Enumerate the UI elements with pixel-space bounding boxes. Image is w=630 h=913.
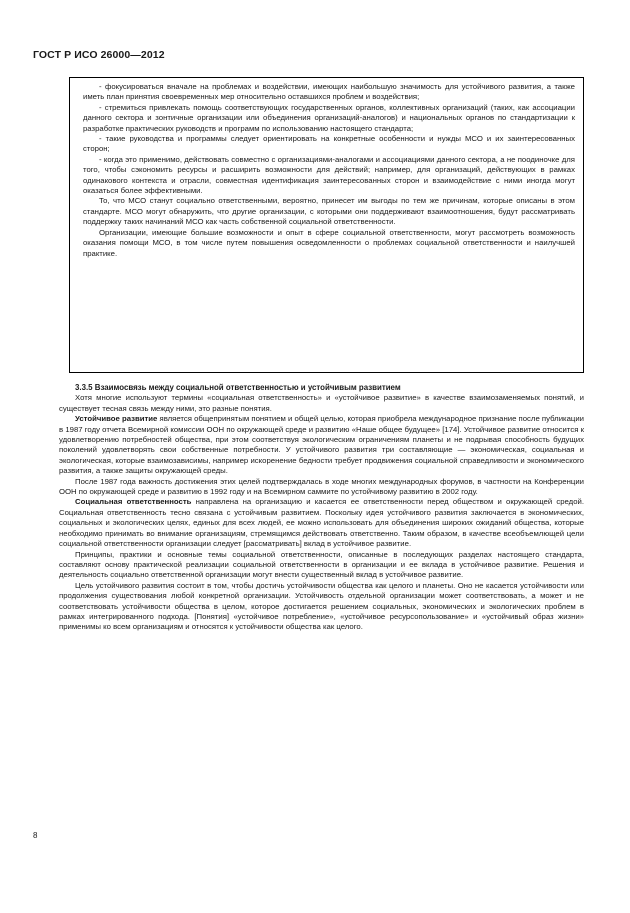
page-number: 8: [33, 831, 38, 840]
paragraph: [59, 414, 584, 476]
paragraph: После 1987 года важность достижения этих целей подтверждалась в ходе многих международных форумов, в частности на Конференции ООН по окружающей среде и развитию в 1992 году и на Всемирном саммите по устойчивому развитию в 2002 году.: [59, 476, 584, 497]
paragraph: [59, 497, 584, 549]
box-paragraph: - такие руководства и программы следует ориентировать на конкретные особенности и нужды МСО и их заинтересованных сторон;: [83, 134, 575, 154]
box-paragraph: Организации, имеющие большие возможности и опыт в сфере социальной ответственности, могут рассмотреть возможность оказания помощи МСО, в том числе путем повышения осведомленности о проблемах социальной ответственности и наилучшей практике.: [83, 227, 575, 258]
box-paragraph: - фокусироваться вначале на проблемах и воздействии, имеющих наибольшую значимость для устойчивого развития, а также иметь план принятия своевременных мер относительно оставшихся проблем и воздействия;: [83, 82, 575, 102]
paragraph: Цель устойчивого развития состоит в том, чтобы достичь устойчивости общества как целого и планеты. Оно не касается устойчивости или продолжения существования любой конкретной организации. Устойчивость отдельной организации может соответствовать, а может и не соответствовать устойчивости общества в целом, которое достигается решением социальных, экономических и экологических проблем в рамках интегрированного подхода. [Понятия] «устойчивое потребление», «устойчивое ресурсопользование» и «устойчивый образ жизни» применимы ко всем организациям и относятся к устойчивости общества как целого.: [59, 580, 584, 632]
section-body: [59, 383, 584, 633]
box-paragraph: - когда это применимо, действовать совместно с организациями-аналогами и ассоциациями данного сектора, а не поодиночке для того, чтобы сэкономить ресурсы и расширить возможности для действий; например, для организаций, действующих в рамках одинакового контекста и отрасли, совместная идентификация заинтересованных сторон и взаимодействие с ними иногда могут оказаться более эффективными.: [83, 154, 575, 196]
paragraph: Принципы, практики и основные темы социальной ответственности, описанные в последующих разделах настоящего стандарта, составляют основу практической реализации социальной ответственности в организации и ее вклада в устойчивое развитие. Решения и деятельность социально ответственной организации могут внести существенный вклад в устойчивое развитие.: [59, 549, 584, 580]
box-paragraph: То, что МСО станут социально ответственными, вероятно, принесет им выгоды по тем же причинам, которые описаны в этом стандарте. МСО могут обнаружить, что другие организации, с которыми они поддерживают взаимоотношения, будут рассматривать поддержку таких начинаний МСО как часть собственной социальной ответственности.: [83, 196, 575, 227]
term-sustainable-development: Устойчивое развитие: [75, 414, 158, 424]
paragraph-text: направлена на организацию и касается ее ответственности перед обществом и окружающей средой. Социальная ответственность тесно связана с устойчивым развитием. Поскольку идея устойчивого развития заключается в экономических, социальных и экологических целях, единых для всех людей, ее можно использовать для объединения широких ожиданий общества, которые необходимо принимать во внимание организациям, стремящимся действовать ответственно. Таким образом, в качестве всеобъемлющей цели социальной ответственности организации следует [рассматривать] вклад в устойчивое развитие.: [59, 497, 584, 549]
paragraph-text: является общепринятым понятием и общей целью, которая приобрела международное признание после публикации в 1987 году отчета Всемирной комиссии ООН по окружающей среде и развитию «Наше общее будущее» [174]. Устойчивое развитие относится к удовлетворению потребностей общества, при этом соответствуя экологическим ограничениям планеты и не подрывая способность будущих поколений удовлетворять свои собственные потребности. У устойчивого развития три составляющие — экономическая, социальная и экологическая, которые взаимозависимы, например искоренение бедности требует продвижения социальной справедливости и экономического развития, а также защиты окружающей среды.: [59, 414, 584, 476]
boxed-note: [69, 77, 584, 373]
document-header: ГОСТ Р ИСО 26000—2012: [33, 49, 165, 61]
paragraph: Хотя многие используют термины «социальная ответственность» и «устойчивое развитие» в качестве взаимозаменяемых понятий, и существует тесная связь между ними, это разные понятия.: [59, 393, 584, 413]
section-title: 3.3.5 Взаимосвязь между социальной ответственностью и устойчивым развитием: [75, 383, 401, 392]
box-paragraph: - стремиться привлекать помощь соответствующих государственных органов, коллективных организаций (таких, как ассоциации данного сектора и зонтичные организации или объединения организаций-аналогов) и национальных органов по стандартизации к разработке практических руководств и программ по использованию настоящего стандарта;: [83, 102, 575, 133]
term-social-responsibility: Социальная ответственность: [75, 497, 192, 507]
